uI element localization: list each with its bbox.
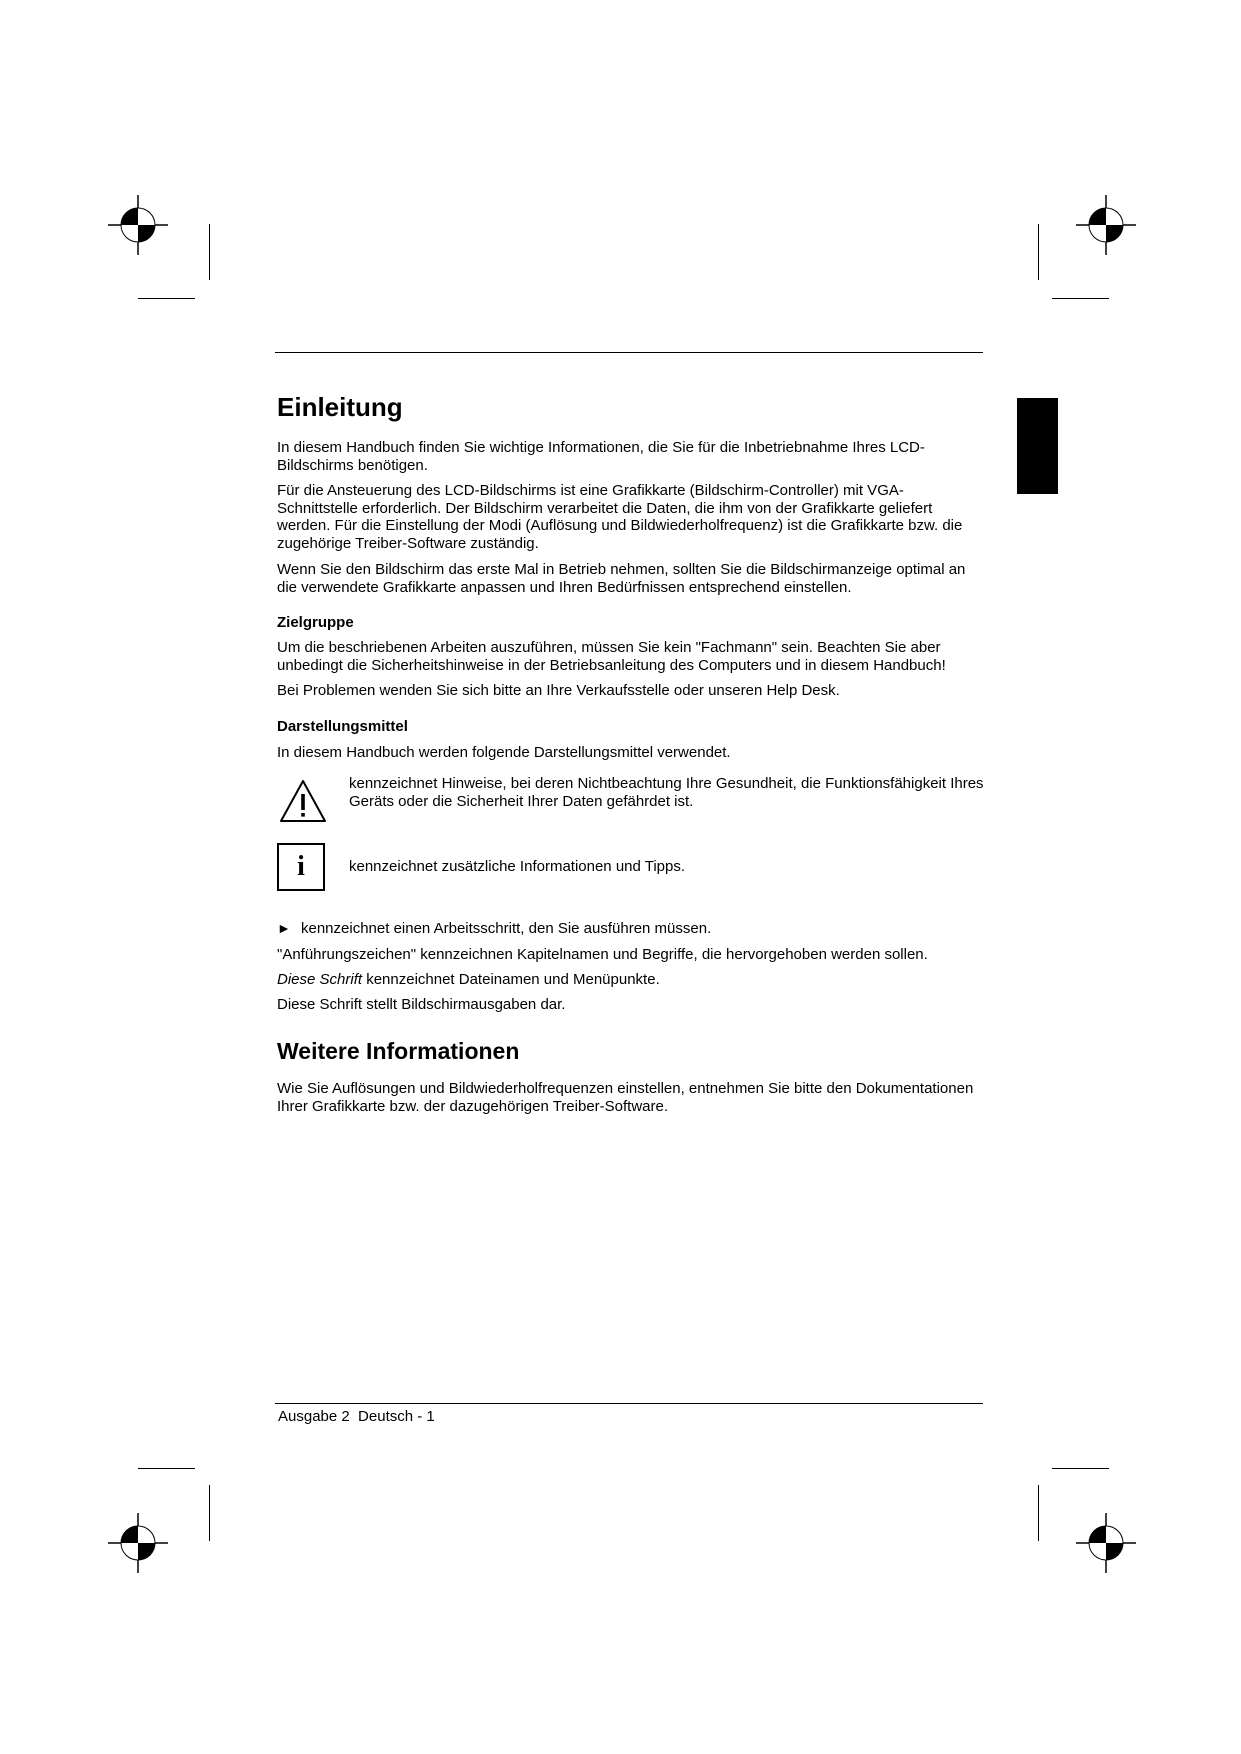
darstellung-intro: In diesem Handbuch werden folgende Darstellungsmittel verwendet. [277, 744, 731, 761]
header-rule [275, 352, 983, 353]
section-heading-weitere: Weitere Informationen [277, 1038, 520, 1064]
crop-line [138, 1468, 195, 1469]
warning-note [277, 775, 982, 825]
info-note [277, 843, 982, 895]
step-note [277, 920, 982, 938]
registration-mark-top-right [1076, 195, 1136, 255]
crop-line [1052, 298, 1109, 299]
weitere-paragraph: Wie Sie Auflösungen und Bildwiederholfrequenzen einstellen, entnehmen Sie bitte den Dokumentationen Ihrer Grafikkarte bzw. der dazugehörigen Treiber-Software. [277, 1080, 974, 1115]
crop-line [209, 224, 210, 280]
footer-rule [275, 1403, 983, 1404]
zielgruppe-paragraph: Um die beschriebenen Arbeiten auszuführen, müssen Sie kein "Fachmann" sein. Beachten Sie aber unbedingt die Sicherheitshinweise in der Betriebsanleitung des Computers und in diesem Handbuch! [277, 639, 946, 674]
zielgruppe-paragraph: Bei Problemen wenden Sie sich bitte an Ihre Verkaufsstelle oder unseren Help Desk. [277, 682, 840, 699]
italic-note-text: kennzeichnet Dateinamen und Menüpunkte. [362, 971, 660, 988]
italic-sample: Diese Schrift [277, 971, 363, 988]
section-heading-zielgruppe: Zielgruppe [277, 614, 354, 631]
crop-line [209, 1485, 210, 1541]
italic-note [277, 971, 982, 989]
registration-mark-bottom-left [108, 1513, 168, 1573]
step-note-text: kennzeichnet einen Arbeitsschritt, den Sie ausführen müssen. [301, 920, 712, 937]
warning-triangle-icon [279, 779, 327, 823]
crop-line [1052, 1468, 1109, 1469]
intro-paragraph: Wenn Sie den Bildschirm das erste Mal in Betrieb nehmen, sollten Sie die Bildschirmanzeige optimal an die verwendete Grafikkarte anpassen und Ihren Bedürfnissen entsprechend einstellen. [277, 561, 966, 596]
chapter-thumb-tab [1017, 398, 1058, 494]
info-icon: i [277, 843, 325, 891]
info-note-text: kennzeichnet zusätzliche Informationen und Tipps. [349, 858, 686, 875]
warning-note-text: kennzeichnet Hinweise, bei deren Nichtbeachtung Ihre Gesundheit, die Funktionsfähigkeit Ihres Geräts oder die Sicherheit Ihrer Daten gefährdet ist. [349, 775, 984, 810]
arrow-right-icon: ► [277, 920, 291, 936]
registration-mark-bottom-right [1076, 1513, 1136, 1573]
page-footer: Ausgabe 2 Deutsch - 1 [278, 1408, 435, 1425]
section-heading-darstellungsmittel: Darstellungsmittel [277, 718, 408, 735]
intro-paragraph: In diesem Handbuch finden Sie wichtige Informationen, die Sie für die Inbetriebnahme Ihres LCD-Bildschirms benötigen. [277, 439, 925, 474]
crop-line [1038, 1485, 1039, 1541]
mono-note: Diese Schrift stellt Bildschirmausgaben dar. [277, 996, 566, 1013]
registration-mark-top-left [108, 195, 168, 255]
intro-paragraph: Für die Ansteuerung des LCD-Bildschirms ist eine Grafikkarte (Bildschirm-Controller) mit VGA-Schnittstelle erforderlich. Der Bildschirm verarbeitet die Daten, die ihm von der Grafikkarte geliefert werden. Für die Einstellung der Modi (Auflösung und Bildwiederholfrequenz) ist die Grafikkarte bzw. die zugehörige Treiber-Software zuständig. [277, 482, 963, 552]
page-title: Einleitung [277, 392, 403, 422]
crop-line [138, 298, 195, 299]
crop-line [1038, 224, 1039, 280]
quotes-note: "Anführungszeichen" kennzeichnen Kapitelnamen und Begriffe, die hervorgehoben werden sollen. [277, 946, 928, 963]
